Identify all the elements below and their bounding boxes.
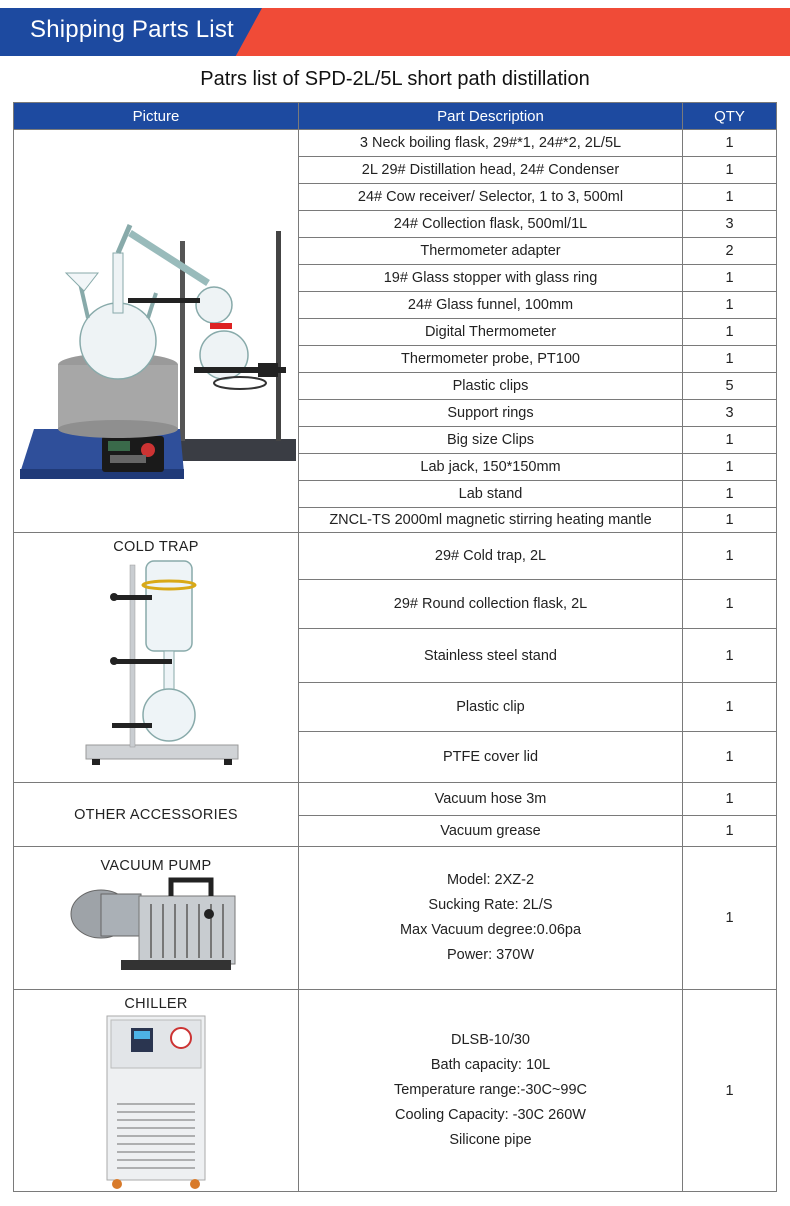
vacuum-pump-spec-2: Sucking Rate: 2L/S bbox=[428, 897, 553, 913]
main-item-desc-11: Support rings bbox=[299, 400, 683, 427]
main-item-qty-11: 3 bbox=[683, 400, 777, 427]
cold-trap-picture-cell bbox=[14, 533, 299, 783]
accessory-qty-1: 1 bbox=[683, 783, 777, 816]
cold-trap-qty-1: 1 bbox=[683, 533, 777, 580]
main-item-desc-3: 24# Cow receiver/ Selector, 1 to 3, 500ml bbox=[299, 184, 683, 211]
chiller-specs bbox=[299, 990, 683, 1192]
cold-trap-qty-2: 1 bbox=[683, 580, 777, 629]
vacuum-pump-picture-cell bbox=[14, 847, 299, 990]
main-item-qty-15: 1 bbox=[683, 508, 777, 533]
main-item-desc-12: Big size Clips bbox=[299, 427, 683, 454]
main-item-qty-2: 1 bbox=[683, 157, 777, 184]
main-item-desc-5: Thermometer adapter bbox=[299, 238, 683, 265]
table-header-row bbox=[14, 103, 777, 130]
vacuum-pump-spec-3: Max Vacuum degree:0.06pa bbox=[399, 922, 582, 938]
main-item-qty-3: 1 bbox=[683, 184, 777, 211]
vacuum-pump-label: VACUUM PUMP bbox=[100, 857, 212, 874]
main-item-desc-13: Lab jack, 150*150mm bbox=[299, 454, 683, 481]
accessory-desc-1: Vacuum hose 3m bbox=[299, 783, 683, 816]
chiller-spec-5: Silicone pipe bbox=[449, 1132, 532, 1148]
main-item-qty-7: 1 bbox=[683, 292, 777, 319]
accessory-qty-2: 1 bbox=[683, 816, 777, 847]
accessories-label: OTHER ACCESSORIES bbox=[14, 783, 299, 847]
header-banner bbox=[0, 8, 790, 56]
page-title: Patrs list of SPD-2L/5L short path distillation bbox=[200, 68, 590, 90]
distillation-kit-image bbox=[18, 133, 301, 529]
chiller-spec-4: Cooling Capacity: -30C 260W bbox=[394, 1107, 586, 1123]
main-item-qty-8: 1 bbox=[683, 319, 777, 346]
vacuum-pump-image bbox=[61, 874, 251, 984]
main-item-desc-6: 19# Glass stopper with glass ring bbox=[299, 265, 683, 292]
main-item-qty-10: 5 bbox=[683, 373, 777, 400]
cold-trap-qty-5: 1 bbox=[683, 732, 777, 783]
cold-trap-desc-2: 29# Round collection flask, 2L bbox=[299, 580, 683, 629]
main-item-qty-1: 1 bbox=[683, 130, 777, 157]
distillation-kit-picture-cell bbox=[14, 130, 299, 533]
main-item-qty-14: 1 bbox=[683, 481, 777, 508]
vacuum-pump-spec-4: Power: 370W bbox=[446, 947, 535, 963]
chiller-image bbox=[101, 1012, 211, 1190]
table-row bbox=[14, 847, 777, 990]
main-item-qty-6: 1 bbox=[683, 265, 777, 292]
chiller-label: CHILLER bbox=[124, 996, 188, 1012]
cold-trap-image bbox=[56, 555, 256, 781]
cold-trap-desc-5: PTFE cover lid bbox=[299, 732, 683, 783]
main-item-qty-4: 3 bbox=[683, 211, 777, 238]
vacuum-pump-spec-1: Model: 2XZ-2 bbox=[446, 872, 535, 888]
chiller-qty: 1 bbox=[683, 990, 777, 1192]
main-item-desc-8: Digital Thermometer bbox=[299, 319, 683, 346]
main-item-desc-1: 3 Neck boiling flask, 29#*1, 24#*2, 2L/5L bbox=[299, 130, 683, 157]
cold-trap-qty-3: 1 bbox=[683, 629, 777, 683]
main-item-qty-13: 1 bbox=[683, 454, 777, 481]
cold-trap-qty-4: 1 bbox=[683, 683, 777, 732]
header-qty: QTY bbox=[683, 103, 777, 130]
main-item-desc-15: ZNCL-TS 2000ml magnetic stirring heating mantle bbox=[299, 508, 683, 533]
table-row bbox=[14, 533, 777, 580]
chiller-spec-2: Bath capacity: 10L bbox=[430, 1057, 551, 1073]
main-item-desc-7: 24# Glass funnel, 100mm bbox=[299, 292, 683, 319]
vacuum-pump-specs bbox=[299, 847, 683, 990]
main-item-qty-12: 1 bbox=[683, 427, 777, 454]
chiller-spec-1: DLSB-10/30 bbox=[451, 1032, 530, 1048]
main-item-desc-9: Thermometer probe, PT100 bbox=[299, 346, 683, 373]
main-item-desc-14: Lab stand bbox=[299, 481, 683, 508]
table-row bbox=[14, 990, 777, 1192]
vacuum-pump-qty: 1 bbox=[683, 847, 777, 990]
accessory-desc-2: Vacuum grease bbox=[299, 816, 683, 847]
table-row bbox=[14, 783, 777, 816]
cold-trap-label: COLD TRAP bbox=[113, 539, 199, 555]
banner-title: Shipping Parts List bbox=[30, 16, 234, 43]
header-description: Part Description bbox=[299, 103, 683, 130]
cold-trap-desc-1: 29# Cold trap, 2L bbox=[299, 533, 683, 580]
cold-trap-desc-3: Stainless steel stand bbox=[299, 629, 683, 683]
chiller-spec-3: Temperature range:-30C~99C bbox=[393, 1082, 588, 1098]
main-item-qty-5: 2 bbox=[683, 238, 777, 265]
main-item-desc-10: Plastic clips bbox=[299, 373, 683, 400]
parts-table bbox=[13, 102, 777, 1192]
table-row bbox=[14, 130, 777, 157]
chiller-picture-cell bbox=[14, 990, 299, 1192]
header-picture: Picture bbox=[14, 103, 299, 130]
main-item-desc-4: 24# Collection flask, 500ml/1L bbox=[299, 211, 683, 238]
main-item-qty-9: 1 bbox=[683, 346, 777, 373]
cold-trap-desc-4: Plastic clip bbox=[299, 683, 683, 732]
main-item-desc-2: 2L 29# Distillation head, 24# Condenser bbox=[299, 157, 683, 184]
